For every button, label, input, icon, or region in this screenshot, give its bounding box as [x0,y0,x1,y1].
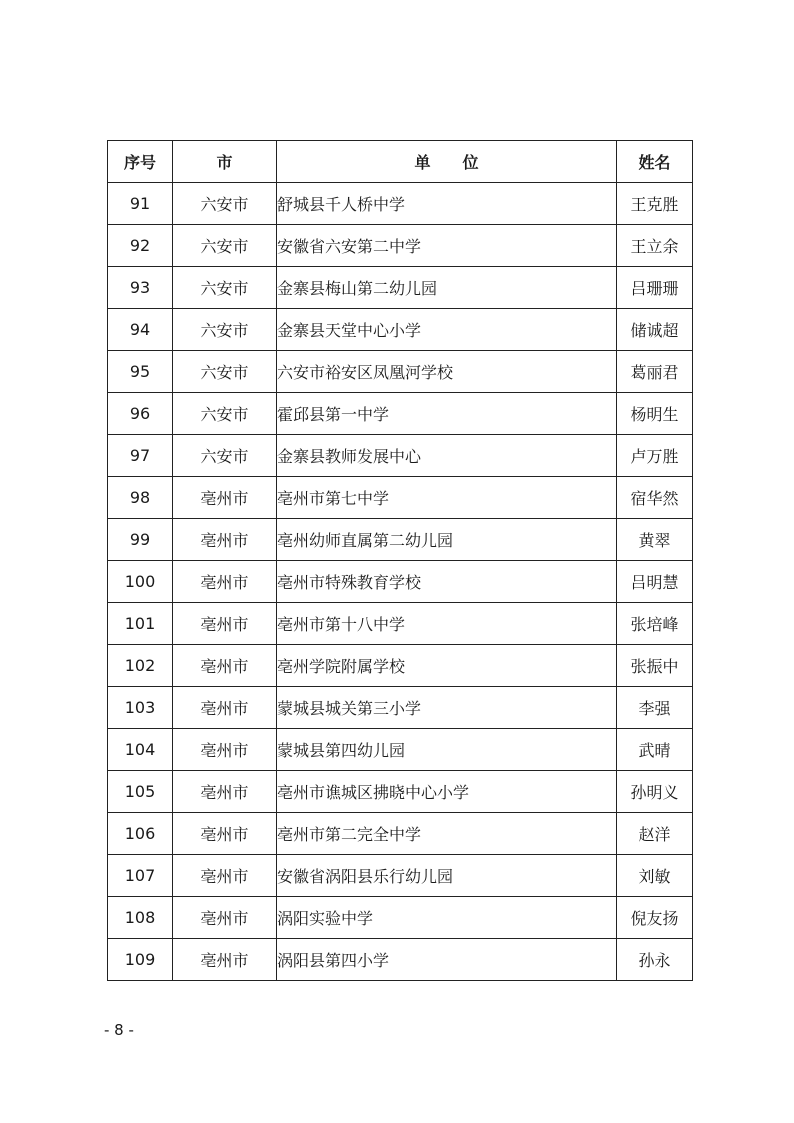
cell-city: 亳州市 [173,897,277,939]
cell-unit: 亳州市第七中学 [277,477,617,519]
cell-name: 张振中 [617,645,693,687]
cell-city: 亳州市 [173,729,277,771]
table-row [108,645,693,687]
cell-name: 赵洋 [617,813,693,855]
cell-unit: 安徽省涡阳县乐行幼儿园 [277,855,617,897]
cell-name: 王克胜 [617,183,693,225]
cell-city: 六安市 [173,393,277,435]
table-row [108,939,693,981]
cell-unit: 金寨县梅山第二幼儿园 [277,267,617,309]
cell-seq: 96 [108,393,173,435]
table-row [108,603,693,645]
cell-city: 六安市 [173,435,277,477]
table-row [108,855,693,897]
cell-name: 黄翠 [617,519,693,561]
table-row [108,897,693,939]
cell-city: 亳州市 [173,603,277,645]
cell-unit: 金寨县教师发展中心 [277,435,617,477]
table-row [108,267,693,309]
cell-seq: 95 [108,351,173,393]
cell-unit: 亳州市第十八中学 [277,603,617,645]
cell-city: 亳州市 [173,645,277,687]
cell-seq: 102 [108,645,173,687]
cell-seq: 105 [108,771,173,813]
cell-seq: 103 [108,687,173,729]
cell-city: 亳州市 [173,519,277,561]
table-row [108,687,693,729]
header-city: 市 [173,141,277,183]
cell-unit: 涡阳县第四小学 [277,939,617,981]
cell-unit: 亳州幼师直属第二幼儿园 [277,519,617,561]
page-number: - 8 - [104,1021,134,1039]
cell-city: 亳州市 [173,477,277,519]
cell-name: 王立余 [617,225,693,267]
cell-name: 李强 [617,687,693,729]
cell-unit: 六安市裕安区凤凰河学校 [277,351,617,393]
cell-seq: 106 [108,813,173,855]
cell-name: 杨明生 [617,393,693,435]
cell-seq: 93 [108,267,173,309]
header-seq: 序号 [108,141,173,183]
cell-unit: 亳州市第二完全中学 [277,813,617,855]
cell-name: 武晴 [617,729,693,771]
cell-city: 亳州市 [173,939,277,981]
cell-city: 亳州市 [173,813,277,855]
table-row [108,435,693,477]
cell-city: 亳州市 [173,687,277,729]
cell-unit: 安徽省六安第二中学 [277,225,617,267]
table-row [108,477,693,519]
cell-name: 储诚超 [617,309,693,351]
cell-seq: 97 [108,435,173,477]
table-row [108,729,693,771]
table-row [108,393,693,435]
cell-seq: 101 [108,603,173,645]
cell-name: 孙永 [617,939,693,981]
cell-unit: 涡阳实验中学 [277,897,617,939]
cell-seq: 92 [108,225,173,267]
cell-seq: 94 [108,309,173,351]
table-row [108,225,693,267]
cell-seq: 99 [108,519,173,561]
cell-city: 亳州市 [173,855,277,897]
cell-seq: 98 [108,477,173,519]
cell-seq: 108 [108,897,173,939]
cell-unit: 蒙城县第四幼儿园 [277,729,617,771]
cell-seq: 104 [108,729,173,771]
table-header-row [108,141,693,183]
cell-seq: 91 [108,183,173,225]
cell-seq: 109 [108,939,173,981]
table-body [108,183,693,981]
cell-unit: 舒城县千人桥中学 [277,183,617,225]
cell-unit: 亳州市特殊教育学校 [277,561,617,603]
table-row [108,519,693,561]
cell-name: 吕明慧 [617,561,693,603]
cell-name: 刘敏 [617,855,693,897]
cell-city: 六安市 [173,309,277,351]
header-unit: 单 位 [277,141,617,183]
cell-city: 六安市 [173,267,277,309]
cell-unit: 亳州市谯城区拂晓中心小学 [277,771,617,813]
cell-city: 亳州市 [173,561,277,603]
cell-unit: 金寨县天堂中心小学 [277,309,617,351]
cell-name: 宿华然 [617,477,693,519]
cell-name: 张培峰 [617,603,693,645]
cell-unit: 亳州学院附属学校 [277,645,617,687]
cell-name: 葛丽君 [617,351,693,393]
table-row [108,351,693,393]
cell-city: 六安市 [173,351,277,393]
table-row [108,771,693,813]
cell-name: 孙明义 [617,771,693,813]
table-row [108,561,693,603]
table-row [108,309,693,351]
cell-city: 六安市 [173,183,277,225]
roster-table [107,140,693,981]
cell-city: 六安市 [173,225,277,267]
cell-name: 倪友扬 [617,897,693,939]
cell-name: 吕珊珊 [617,267,693,309]
cell-seq: 100 [108,561,173,603]
cell-unit: 蒙城县城关第三小学 [277,687,617,729]
cell-name: 卢万胜 [617,435,693,477]
table-row [108,183,693,225]
header-name: 姓名 [617,141,693,183]
table-row [108,813,693,855]
cell-seq: 107 [108,855,173,897]
cell-unit: 霍邱县第一中学 [277,393,617,435]
cell-city: 亳州市 [173,771,277,813]
